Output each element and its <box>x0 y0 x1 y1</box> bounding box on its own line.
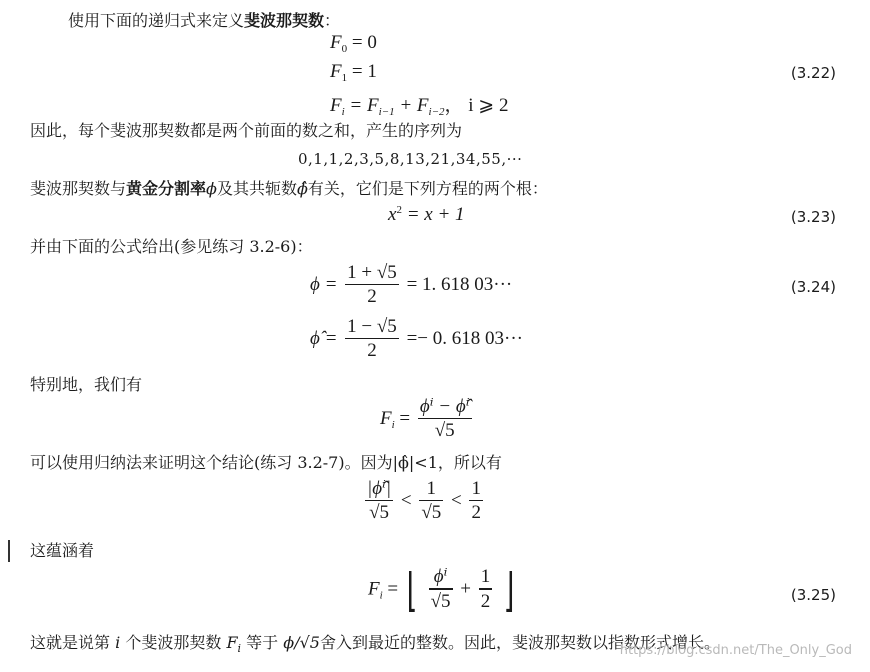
implies-line: 这蕴涵着 <box>30 541 95 560</box>
equation-3-23: $x^2 = x + 1$ <box>388 204 465 225</box>
fraction-phi: $\frac{1 + √5}{2}$ <box>347 262 397 308</box>
equation-f0: $F_0 = 0$ <box>330 32 377 55</box>
intro-prefix: 使用下面的递归式来定义 <box>68 11 245 30</box>
equation-phihat: ϕ̂ = $\frac{1 - √5}{2}$ =− 0. 618 03··· <box>310 316 523 362</box>
fibonacci-sequence: 0,1,1,2,3,5,8,13,21,34,55,··· <box>298 150 523 168</box>
watermark-url: https://blog.csdn.net/The_Only_God <box>619 643 852 658</box>
equation-fi-recurrence: $F_i = F_{i-1} + F_{i-2}$， i ⩾ 2 <box>330 95 509 118</box>
floor-left-bracket: ⌊ <box>406 563 418 617</box>
golden-ratio-term: 黄金分割率 <box>126 179 207 198</box>
golden-ratio-line: 斐波那契数与黄金分割率ϕ及其共轭数ϕ̂有关，它们是下列方程的两个根： <box>30 179 548 198</box>
floor-right-bracket: ⌋ <box>503 563 515 617</box>
equation-f1: $F_1 = 1$ <box>330 61 377 84</box>
equation-number-3-22: (3.22) <box>790 64 836 82</box>
special-line: 特别地，我们有 <box>30 375 143 394</box>
equation-number-3-23: (3.23) <box>790 208 836 226</box>
formula-intro: 并由下面的公式给出(参见练习 3.2-6)： <box>30 237 313 256</box>
intro-suffix: ： <box>324 11 341 30</box>
equation-number-3-24: (3.24) <box>790 278 836 296</box>
conclusion-line: 这就是说第 i 个斐波那契数 $F_i$ 等于 ϕ/√5舍入到最近的整数。因此，斐波那契数以指数形式增长。 <box>30 633 720 655</box>
inequality: $\frac{\text{|ϕ̂ⁱ|}}{√5}$ < $\frac{1}{√5}$ < $\frac{1}{2}$ <box>367 478 481 524</box>
equation-binet: $F_i$ = $\frac{\text{ϕⁱ − ϕ̂ⁱ}}{√5}$ <box>380 396 470 442</box>
intro-line <box>68 10 340 32</box>
equation-3-24: ϕ = $\frac{1 + √5}{2}$ = 1. 618 03··· <box>310 262 513 308</box>
fraction-phihat: $\frac{1 - √5}{2}$ <box>347 316 397 362</box>
fraction-binet: $\frac{\text{ϕⁱ − ϕ̂ⁱ}}{√5}$ <box>419 396 470 442</box>
margin-marker <box>8 540 10 562</box>
induction-line: 可以使用归纳法来证明这个结论(练习 3.2-7)。因为|ϕ̂|<1，所以有 <box>30 453 502 472</box>
intro-term: 斐波那契数 <box>244 11 325 30</box>
equation-3-25: $F_i$ = ⌊ $\frac{\text{ϕⁱ}}{√5}$ + $\frac{1}{2}$ ⌋ <box>368 563 515 617</box>
sentence-sum: 因此，每个斐波那契数都是两个前面的数之和，产生的序列为 <box>30 121 463 140</box>
equation-number-3-25: (3.25) <box>790 586 836 604</box>
